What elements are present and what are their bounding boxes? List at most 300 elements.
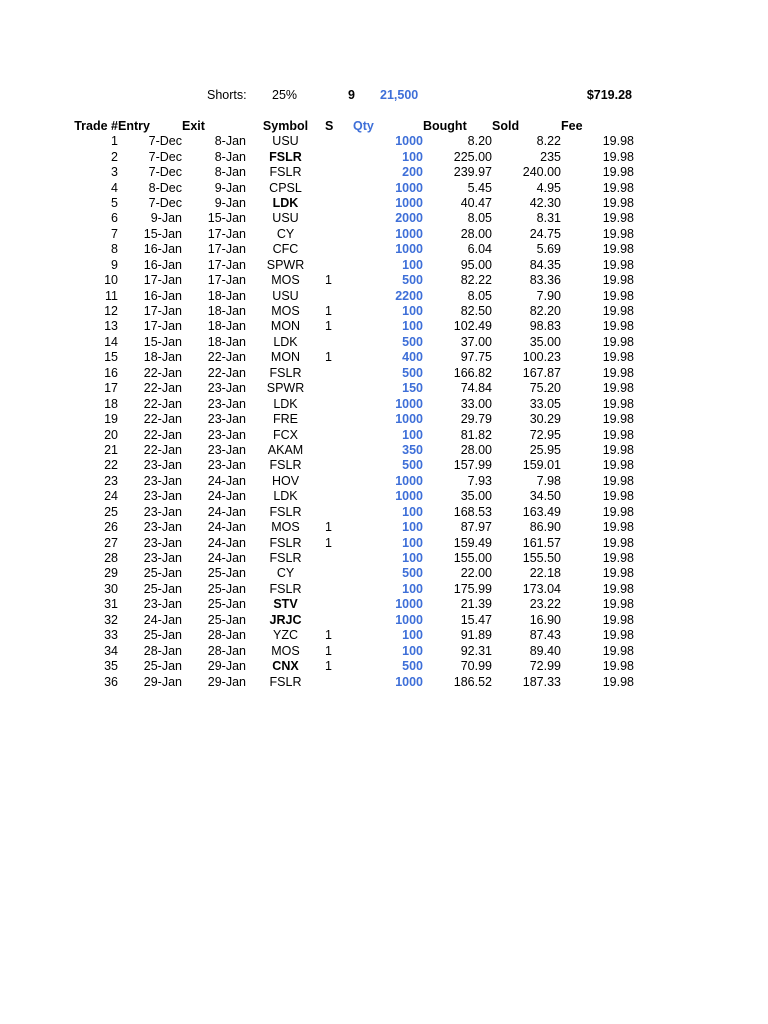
cell-exit: 24-Jan <box>207 551 246 566</box>
cell-exit: 24-Jan <box>207 520 246 535</box>
cell-symbol: LDK <box>273 334 298 349</box>
cell-qty: 200 <box>402 165 423 180</box>
cell-fee: 19.98 <box>602 674 634 689</box>
cell-bought: 15.47 <box>460 612 492 627</box>
cell-trade: 12 <box>104 304 118 319</box>
cell-bought: 239.97 <box>453 165 492 180</box>
cell-qty: 1000 <box>395 412 423 427</box>
cell-bought: 157.99 <box>453 458 492 473</box>
cell-trade: 21 <box>104 442 118 457</box>
cell-entry: 25-Jan <box>143 628 182 643</box>
header-row <box>66 118 634 134</box>
cell-exit: 24-Jan <box>207 489 246 504</box>
cell-qty: 100 <box>402 504 423 519</box>
cell-trade: 22 <box>104 458 118 473</box>
table-row <box>66 474 634 489</box>
cell-qty: 2000 <box>395 211 423 226</box>
cell-bought: 8.20 <box>467 134 492 149</box>
cell-exit: 24-Jan <box>207 504 246 519</box>
cell-qty: 100 <box>402 257 423 272</box>
cell-sold: 16.90 <box>529 612 561 627</box>
cell-qty: 400 <box>402 350 423 365</box>
cell-entry: 23-Jan <box>143 504 182 519</box>
cell-sold: 72.95 <box>529 427 561 442</box>
cell-entry: 15-Jan <box>143 226 182 241</box>
cell-entry: 23-Jan <box>143 597 182 612</box>
cell-qty: 500 <box>402 273 423 288</box>
cell-bought: 155.00 <box>453 551 492 566</box>
cell-exit: 17-Jan <box>207 257 246 272</box>
cell-exit: 23-Jan <box>207 427 246 442</box>
cell-fee: 19.98 <box>602 489 634 504</box>
cell-s <box>325 551 353 566</box>
cell-symbol: CY <box>276 566 295 581</box>
cell-s <box>325 196 353 211</box>
cell-trade: 16 <box>104 365 118 380</box>
cell-exit: 8-Jan <box>214 149 246 164</box>
cell-s <box>325 458 353 473</box>
cell-s <box>325 288 353 303</box>
cell-sold: 83.36 <box>529 273 561 288</box>
cell-s <box>325 566 353 581</box>
cell-bought: 29.79 <box>460 412 492 427</box>
cell-exit: 23-Jan <box>207 458 246 473</box>
cell-trade: 6 <box>111 211 118 226</box>
cell-symbol: MON <box>270 350 301 365</box>
table-row <box>66 258 634 273</box>
cell-s <box>325 505 353 520</box>
cell-fee: 19.98 <box>602 319 634 334</box>
cell-sold: 87.43 <box>529 628 561 643</box>
cell-symbol: STV <box>273 597 298 612</box>
table-row <box>66 674 634 689</box>
cell-trade: 29 <box>104 566 118 581</box>
cell-bought: 81.82 <box>460 427 492 442</box>
summary-row <box>0 87 768 103</box>
table-row <box>66 335 634 350</box>
cell-trade: 11 <box>105 288 118 303</box>
cell-fee: 19.98 <box>602 659 634 674</box>
cell-entry: 28-Jan <box>143 643 182 658</box>
cell-s <box>325 381 353 396</box>
table-row <box>66 366 634 381</box>
cell-s <box>325 489 353 504</box>
cell-bought: 97.75 <box>460 350 492 365</box>
cell-qty: 1000 <box>395 612 423 627</box>
cell-sold: 4.95 <box>536 180 561 195</box>
cell-fee: 19.98 <box>602 628 634 643</box>
cell-exit: 22-Jan <box>207 350 246 365</box>
cell-bought: 92.31 <box>460 643 492 658</box>
cell-sold: 35.00 <box>529 334 561 349</box>
cell-fee: 19.98 <box>602 412 634 427</box>
cell-sold: 155.50 <box>522 551 561 566</box>
cell-fee: 19.98 <box>602 195 634 210</box>
cell-exit: 23-Jan <box>207 442 246 457</box>
cell-symbol: FSLR <box>269 149 302 164</box>
cell-qty: 1000 <box>395 396 423 411</box>
cell-s: 1 <box>325 535 332 550</box>
cell-sold: 235 <box>540 149 561 164</box>
cell-entry: 16-Jan <box>143 242 182 257</box>
cell-exit: 18-Jan <box>207 304 246 319</box>
cell-qty: 100 <box>402 520 423 535</box>
cell-trade: 27 <box>104 535 118 550</box>
cell-s: 1 <box>325 520 332 535</box>
cell-sold: 30.29 <box>529 412 561 427</box>
cell-symbol: FRE <box>273 412 298 427</box>
cell-exit: 29-Jan <box>207 674 246 689</box>
table-row <box>66 396 634 411</box>
cell-s <box>325 211 353 226</box>
cell-qty: 500 <box>402 458 423 473</box>
cell-symbol: CFC <box>272 242 299 257</box>
cell-s <box>325 674 353 689</box>
cell-qty: 1000 <box>395 195 423 210</box>
cell-qty: 500 <box>402 334 423 349</box>
cell-fee: 19.98 <box>602 442 634 457</box>
cell-bought: 82.22 <box>460 273 492 288</box>
cell-entry: 22-Jan <box>143 396 182 411</box>
cell-symbol: FSLR <box>269 165 302 180</box>
cell-qty: 100 <box>402 551 423 566</box>
cell-symbol: FSLR <box>269 551 302 566</box>
col-header-fee: Fee <box>561 118 583 133</box>
cell-trade: 14 <box>104 334 118 349</box>
cell-entry: 23-Jan <box>143 520 182 535</box>
cell-s <box>325 443 353 458</box>
cell-trade: 19 <box>104 412 118 427</box>
table-row <box>66 381 634 396</box>
cell-trade: 26 <box>104 520 118 535</box>
cell-entry: 23-Jan <box>143 535 182 550</box>
cell-sold: 89.40 <box>529 643 561 658</box>
cell-bought: 37.00 <box>460 334 492 349</box>
cell-trade: 5 <box>111 195 118 210</box>
cell-s <box>325 366 353 381</box>
cell-fee: 19.98 <box>602 597 634 612</box>
cell-symbol: CY <box>276 226 295 241</box>
cell-exit: 17-Jan <box>207 273 246 288</box>
cell-symbol: USU <box>272 211 299 226</box>
col-header-bought: Bought <box>423 118 467 133</box>
cell-entry: 25-Jan <box>143 566 182 581</box>
cell-exit: 28-Jan <box>207 643 246 658</box>
table-row <box>66 288 634 303</box>
fee-total: $719.28 <box>586 88 632 102</box>
cell-s <box>325 149 353 164</box>
cell-trade: 25 <box>104 504 118 519</box>
cell-qty: 1000 <box>395 674 423 689</box>
cell-entry: 15-Jan <box>143 334 182 349</box>
cell-qty: 500 <box>402 365 423 380</box>
cell-entry: 7-Dec <box>148 165 182 180</box>
cell-sold: 84.35 <box>529 257 561 272</box>
cell-fee: 19.98 <box>602 288 634 303</box>
cell-trade: 33 <box>104 628 118 643</box>
cell-fee: 19.98 <box>602 381 634 396</box>
table-row <box>66 566 634 581</box>
cell-exit: 24-Jan <box>207 535 246 550</box>
cell-fee: 19.98 <box>602 396 634 411</box>
cell-fee: 19.98 <box>602 149 634 164</box>
cell-fee: 19.98 <box>602 134 634 149</box>
cell-bought: 7.93 <box>467 473 492 488</box>
table-row <box>66 489 634 504</box>
cell-qty: 100 <box>402 427 423 442</box>
cell-qty: 1000 <box>395 597 423 612</box>
cell-exit: 9-Jan <box>214 195 246 210</box>
cell-exit: 15-Jan <box>207 211 246 226</box>
cell-fee: 19.98 <box>602 473 634 488</box>
table-row <box>66 134 634 149</box>
cell-s <box>325 180 353 195</box>
cell-sold: 173.04 <box>522 581 561 596</box>
col-header-exit: Exit <box>182 118 205 133</box>
cell-symbol: FSLR <box>269 458 302 473</box>
cell-trade: 32 <box>104 612 118 627</box>
shorts-percent: 25% <box>272 88 298 102</box>
cell-exit: 23-Jan <box>207 412 246 427</box>
cell-symbol: SPWR <box>266 381 305 396</box>
cell-s: 1 <box>325 628 332 643</box>
cell-bought: 40.47 <box>460 195 492 210</box>
cell-trade: 4 <box>111 180 118 195</box>
cell-bought: 35.00 <box>460 489 492 504</box>
cell-entry: 22-Jan <box>143 442 182 457</box>
cell-sold: 98.83 <box>529 319 561 334</box>
cell-trade: 1 <box>111 134 118 149</box>
cell-fee: 19.98 <box>602 458 634 473</box>
cell-exit: 17-Jan <box>207 226 246 241</box>
cell-fee: 19.98 <box>602 535 634 550</box>
cell-entry: 7-Dec <box>148 195 182 210</box>
cell-sold: 23.22 <box>529 597 561 612</box>
cell-s: 1 <box>325 304 332 319</box>
cell-fee: 19.98 <box>602 165 634 180</box>
cell-symbol: JRJC <box>269 612 302 627</box>
table-row <box>66 304 634 319</box>
cell-sold: 161.57 <box>522 535 561 550</box>
trades-table <box>66 118 634 690</box>
cell-bought: 33.00 <box>460 396 492 411</box>
cell-entry: 17-Jan <box>143 319 182 334</box>
cell-s <box>325 335 353 350</box>
cell-fee: 19.98 <box>602 551 634 566</box>
cell-fee: 19.98 <box>602 242 634 257</box>
cell-trade: 30 <box>104 581 118 596</box>
cell-bought: 175.99 <box>453 581 492 596</box>
cell-exit: 18-Jan <box>207 319 246 334</box>
cell-entry: 22-Jan <box>143 381 182 396</box>
cell-entry: 7-Dec <box>148 149 182 164</box>
table-row <box>66 412 634 427</box>
cell-entry: 22-Jan <box>143 412 182 427</box>
cell-fee: 19.98 <box>602 273 634 288</box>
cell-s: 1 <box>325 643 332 658</box>
cell-entry: 24-Jan <box>143 612 182 627</box>
cell-s <box>325 412 353 427</box>
cell-exit: 29-Jan <box>207 659 246 674</box>
cell-symbol: MOS <box>271 643 300 658</box>
cell-qty: 100 <box>402 304 423 319</box>
cell-sold: 24.75 <box>529 226 561 241</box>
cell-fee: 19.98 <box>602 427 634 442</box>
cell-exit: 22-Jan <box>207 365 246 380</box>
cell-entry: 17-Jan <box>143 273 182 288</box>
cell-symbol: FSLR <box>269 674 302 689</box>
cell-qty: 2200 <box>395 288 423 303</box>
cell-sold: 34.50 <box>529 489 561 504</box>
cell-bought: 168.53 <box>453 504 492 519</box>
cell-bought: 28.00 <box>460 442 492 457</box>
cell-entry: 25-Jan <box>143 581 182 596</box>
cell-symbol: FSLR <box>269 581 302 596</box>
cell-exit: 18-Jan <box>207 288 246 303</box>
cell-s <box>325 165 353 180</box>
cell-s <box>325 242 353 257</box>
cell-sold: 25.95 <box>529 442 561 457</box>
cell-sold: 33.05 <box>529 396 561 411</box>
cell-s <box>325 427 353 442</box>
cell-symbol: CPSL <box>269 180 302 195</box>
cell-symbol: USU <box>272 134 299 149</box>
cell-symbol: MOS <box>271 273 300 288</box>
cell-bought: 102.49 <box>453 319 492 334</box>
cell-fee: 19.98 <box>602 520 634 535</box>
cell-s: 1 <box>325 350 332 365</box>
cell-trade: 35 <box>104 659 118 674</box>
cell-entry: 25-Jan <box>143 659 182 674</box>
cell-fee: 19.98 <box>602 257 634 272</box>
cell-entry: 23-Jan <box>143 489 182 504</box>
cell-symbol: SPWR <box>266 257 305 272</box>
table-row <box>66 551 634 566</box>
cell-trade: 28 <box>104 551 118 566</box>
col-header-symbol: Symbol <box>262 118 309 133</box>
cell-entry: 23-Jan <box>143 473 182 488</box>
cell-qty: 100 <box>402 628 423 643</box>
cell-symbol: USU <box>272 288 299 303</box>
cell-entry: 16-Jan <box>143 288 182 303</box>
cell-trade: 3 <box>111 165 118 180</box>
cell-qty: 1000 <box>395 180 423 195</box>
cell-qty: 350 <box>402 442 423 457</box>
cell-fee: 19.98 <box>602 612 634 627</box>
cell-fee: 19.98 <box>602 643 634 658</box>
shorts-count: 9 <box>348 88 355 102</box>
table-row <box>66 582 634 597</box>
col-header-trade: Trade # <box>74 118 118 133</box>
cell-s <box>325 134 353 149</box>
cell-s: 1 <box>325 659 332 674</box>
table-row <box>66 613 634 628</box>
table-row <box>66 319 634 334</box>
cell-exit: 9-Jan <box>214 180 246 195</box>
cell-qty: 100 <box>402 149 423 164</box>
cell-exit: 25-Jan <box>207 597 246 612</box>
cell-trade: 20 <box>104 427 118 442</box>
cell-fee: 19.98 <box>602 581 634 596</box>
cell-bought: 87.97 <box>460 520 492 535</box>
col-header-sold: Sold <box>492 118 520 133</box>
cell-qty: 1000 <box>395 134 423 149</box>
cell-fee: 19.98 <box>602 350 634 365</box>
cell-trade: 18 <box>104 396 118 411</box>
table-row <box>66 427 634 442</box>
cell-trade: 15 <box>104 350 118 365</box>
cell-fee: 19.98 <box>602 334 634 349</box>
cell-trade: 13 <box>104 319 118 334</box>
table-row <box>66 505 634 520</box>
table-row <box>66 628 634 643</box>
cell-fee: 19.98 <box>602 365 634 380</box>
cell-exit: 24-Jan <box>207 473 246 488</box>
cell-exit: 8-Jan <box>214 165 246 180</box>
cell-sold: 7.98 <box>536 473 561 488</box>
cell-sold: 163.49 <box>522 504 561 519</box>
cell-bought: 82.50 <box>460 304 492 319</box>
cell-trade: 34 <box>104 643 118 658</box>
cell-s <box>325 258 353 273</box>
cell-bought: 8.05 <box>467 211 492 226</box>
cell-sold: 159.01 <box>522 458 561 473</box>
cell-sold: 22.18 <box>529 566 561 581</box>
cell-qty: 500 <box>402 566 423 581</box>
cell-qty: 1000 <box>395 242 423 257</box>
cell-bought: 95.00 <box>460 257 492 272</box>
cell-bought: 186.52 <box>453 674 492 689</box>
cell-bought: 91.89 <box>460 628 492 643</box>
cell-s <box>325 474 353 489</box>
cell-symbol: FSLR <box>269 504 302 519</box>
table-row <box>66 211 634 226</box>
cell-trade: 24 <box>104 489 118 504</box>
table-row <box>66 149 634 164</box>
cell-exit: 25-Jan <box>207 581 246 596</box>
cell-entry: 8-Dec <box>148 180 182 195</box>
cell-trade: 31 <box>104 597 118 612</box>
cell-exit: 8-Jan <box>214 134 246 149</box>
cell-qty: 500 <box>402 659 423 674</box>
cell-bought: 5.45 <box>467 180 492 195</box>
cell-fee: 19.98 <box>602 211 634 226</box>
cell-bought: 22.00 <box>460 566 492 581</box>
cell-symbol: FSLR <box>269 535 302 550</box>
cell-qty: 1000 <box>395 473 423 488</box>
cell-trade: 17 <box>104 381 118 396</box>
cell-fee: 19.98 <box>602 504 634 519</box>
cell-entry: 23-Jan <box>143 551 182 566</box>
cell-s <box>325 597 353 612</box>
cell-bought: 21.39 <box>460 597 492 612</box>
cell-symbol: LDK <box>272 195 299 210</box>
table-row <box>66 520 634 535</box>
cell-bought: 159.49 <box>453 535 492 550</box>
cell-fee: 19.98 <box>602 226 634 241</box>
cell-fee: 19.98 <box>602 304 634 319</box>
cell-symbol: MOS <box>271 304 300 319</box>
cell-qty: 100 <box>402 319 423 334</box>
cell-entry: 23-Jan <box>143 458 182 473</box>
cell-qty: 1000 <box>395 226 423 241</box>
cell-bought: 74.84 <box>460 381 492 396</box>
table-row <box>66 659 634 674</box>
table-row <box>66 273 634 288</box>
cell-symbol: AKAM <box>267 442 304 457</box>
cell-symbol: HOV <box>271 473 300 488</box>
cell-sold: 7.90 <box>536 288 561 303</box>
